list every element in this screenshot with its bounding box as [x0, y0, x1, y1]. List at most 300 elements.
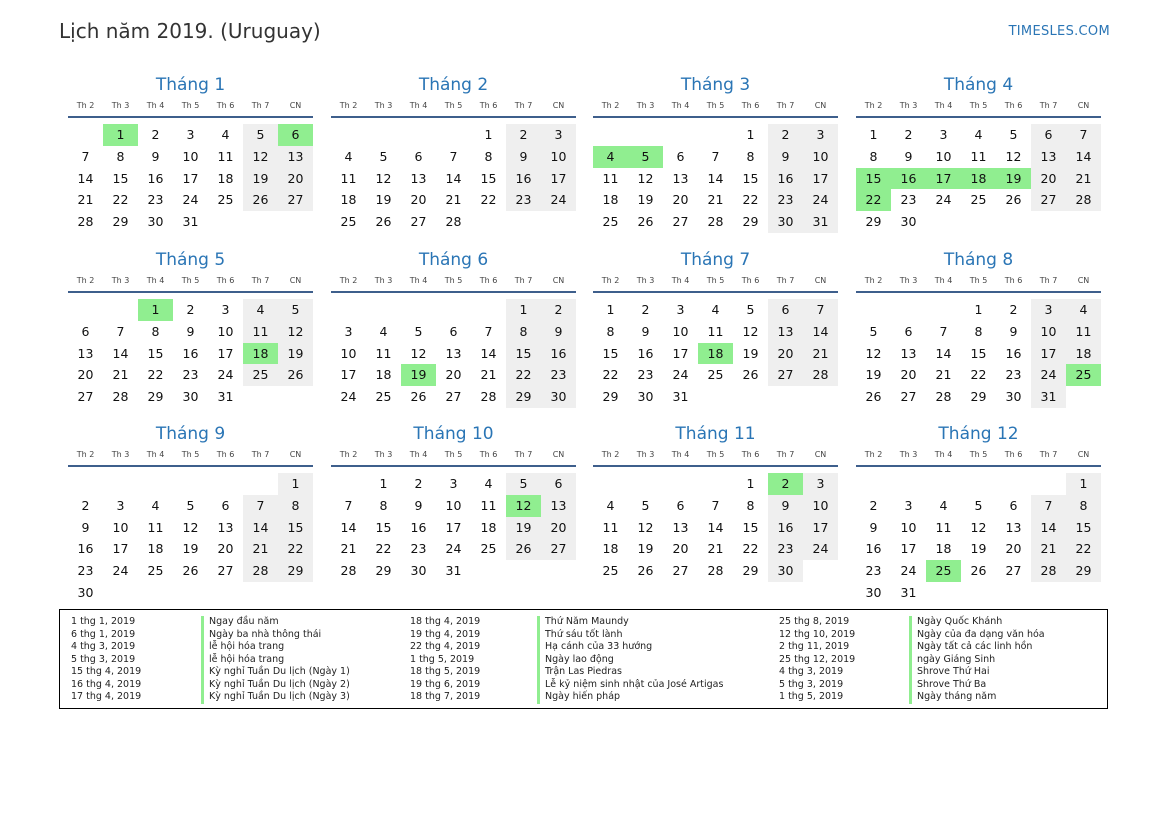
day-grid: [68, 299, 313, 408]
holiday-date: 5 thg 3, 2019: [779, 678, 844, 690]
day-cell: 29: [970, 389, 987, 405]
day-cell: 7: [243, 495, 278, 517]
weekday-label: Th 3: [899, 276, 918, 285]
month-5: [68, 249, 313, 408]
day-cell: 10: [541, 146, 576, 168]
day-cell: 29: [112, 214, 129, 230]
day-cell: 25: [243, 364, 278, 386]
weekday-label: CN: [814, 276, 827, 285]
day-cell: 12: [1005, 148, 1022, 164]
day-blank: [663, 473, 698, 495]
day-cell: 26: [1005, 192, 1022, 208]
day-cell: 3: [904, 497, 913, 513]
day-cell: 12: [865, 345, 882, 361]
day-cell: 3: [676, 302, 685, 317]
day-cell: 22: [742, 541, 759, 557]
day-blank: [366, 299, 401, 321]
weekday-label: Th 7: [251, 101, 270, 110]
day-cell: 23: [900, 192, 917, 208]
holiday-day-cell: 1: [103, 124, 138, 146]
day-blank: [68, 299, 103, 321]
day-cell: 1: [379, 476, 388, 491]
day-cell: 21: [1031, 538, 1066, 560]
day-cell: 11: [243, 321, 278, 343]
day-cell: 22: [375, 541, 392, 557]
holiday-day-cell: 19: [401, 364, 436, 386]
day-cell: 24: [935, 192, 952, 208]
day-cell: 28: [480, 389, 497, 405]
day-cell: 30: [147, 214, 164, 230]
holiday-day-cell: 4: [593, 146, 628, 168]
day-cell: 10: [340, 345, 357, 361]
day-cell: 25: [707, 367, 724, 383]
month-title: Tháng 4: [943, 75, 1014, 95]
month-10: [331, 423, 576, 582]
holiday-day-cell: 5: [628, 146, 663, 168]
holiday-name: Ngay đầu năm: [209, 616, 279, 627]
day-cell: 16: [182, 345, 199, 361]
day-cell: 8: [379, 497, 388, 513]
day-cell: 3: [939, 127, 948, 142]
day-cell: 23: [410, 541, 427, 557]
day-cell: 26: [865, 389, 882, 405]
day-cell: 28: [243, 560, 278, 582]
day-blank: [891, 299, 926, 321]
day-cell: 22: [480, 192, 497, 208]
day-cell: 2: [641, 302, 650, 317]
day-cell: 25: [602, 563, 619, 579]
day-cell: 19: [637, 192, 654, 208]
day-grid: [856, 299, 1101, 408]
day-blank: [208, 473, 243, 495]
weekday-label: CN: [1077, 276, 1090, 285]
day-cell: 2: [904, 127, 913, 142]
day-cell: 19: [865, 367, 882, 383]
day-cell: 15: [602, 345, 619, 361]
day-cell: 11: [147, 519, 164, 535]
day-cell: 31: [900, 584, 917, 600]
day-cell: 6: [221, 497, 230, 513]
day-cell: 10: [1031, 321, 1066, 343]
day-cell: 10: [900, 519, 917, 535]
holiday-date: 19 thg 6, 2019: [410, 678, 481, 690]
weekday-label: Th 6: [479, 276, 498, 285]
holiday-date: 6 thg 1, 2019: [71, 628, 136, 640]
month-title: Tháng 1: [155, 75, 226, 95]
day-cell: 16: [637, 345, 654, 361]
day-blank: [331, 473, 366, 495]
day-cell: 11: [602, 170, 619, 186]
weekday-label: Th 4: [409, 101, 428, 110]
holiday-day-cell: 17: [926, 168, 961, 190]
day-cell: 20: [217, 541, 234, 557]
day-cell: 31: [182, 214, 199, 230]
holiday-name: Kỳ nghỉ Tuần Du lịch (Ngày 3): [209, 691, 350, 702]
month-title: Tháng 9: [155, 424, 226, 444]
weekday-label: Th 3: [111, 101, 130, 110]
holiday-date: 19 thg 4, 2019: [410, 628, 481, 640]
day-cell: 10: [182, 148, 199, 164]
day-cell: 13: [541, 495, 576, 517]
holiday-name-column: [201, 616, 350, 704]
day-cell: 20: [672, 541, 689, 557]
month-title: Tháng 7: [680, 250, 751, 270]
month-3: [593, 74, 838, 233]
weekday-header: [68, 445, 313, 467]
day-cell: 1: [746, 476, 755, 491]
day-cell: 18: [217, 170, 234, 186]
day-grid: [331, 473, 576, 582]
holiday-name: Ngày của đa dạng văn hóa: [917, 628, 1045, 640]
day-cell: 21: [707, 192, 724, 208]
day-cell: 5: [746, 302, 755, 317]
day-cell: 6: [904, 323, 913, 339]
day-cell: 28: [112, 389, 129, 405]
day-cell: 26: [637, 214, 654, 230]
day-blank: [961, 473, 996, 495]
day-cell: 29: [278, 560, 313, 582]
day-cell: 9: [81, 519, 90, 535]
day-cell: 1: [1066, 473, 1101, 495]
day-cell: 2: [151, 127, 160, 142]
day-cell: 28: [803, 364, 838, 386]
weekday-label: Th 3: [111, 276, 130, 285]
day-cell: 7: [344, 497, 353, 513]
day-cell: 10: [803, 495, 838, 517]
day-cell: 9: [506, 146, 541, 168]
weekday-label: CN: [552, 276, 565, 285]
weekday-label: Th 4: [934, 450, 953, 459]
day-cell: 17: [803, 168, 838, 190]
holiday-name: ngày Giáng Sinh: [917, 653, 996, 665]
day-cell: 22: [278, 538, 313, 560]
day-cell: 23: [182, 367, 199, 383]
holiday-name: lễ hội hóa trang: [209, 653, 285, 665]
day-grid: [593, 299, 838, 408]
holiday-name: Thứ sáu tốt lành: [545, 628, 623, 640]
weekday-header: [331, 271, 576, 293]
day-cell: 17: [803, 517, 838, 539]
day-cell: 6: [1009, 497, 1018, 513]
day-cell: 29: [742, 563, 759, 579]
day-cell: 11: [217, 148, 234, 164]
day-cell: 13: [900, 345, 917, 361]
day-blank: [173, 473, 208, 495]
day-cell: 17: [672, 345, 689, 361]
day-blank: [698, 124, 733, 146]
day-cell: 26: [243, 189, 278, 211]
day-cell: 15: [480, 170, 497, 186]
day-cell: 22: [602, 367, 619, 383]
holiday-date: 5 thg 3, 2019: [71, 653, 136, 665]
month-title: Tháng 12: [938, 424, 1019, 444]
day-blank: [856, 473, 891, 495]
day-cell: 1: [506, 299, 541, 321]
day-cell: 20: [410, 192, 427, 208]
month-8: [856, 249, 1101, 408]
day-cell: 15: [375, 519, 392, 535]
weekday-label: CN: [552, 101, 565, 110]
day-cell: 21: [340, 541, 357, 557]
day-cell: 20: [541, 517, 576, 539]
day-cell: 29: [865, 214, 882, 230]
day-cell: 23: [1005, 367, 1022, 383]
weekday-label: CN: [289, 276, 302, 285]
day-cell: 26: [410, 389, 427, 405]
holiday-date: 18 thg 7, 2019: [410, 691, 481, 702]
holiday-day-cell: 12: [506, 495, 541, 517]
holiday-date: 25 thg 12, 2019: [779, 653, 856, 665]
day-cell: 20: [672, 192, 689, 208]
holiday-day-cell: 25: [926, 560, 961, 582]
holiday-date: 15 thg 4, 2019: [71, 666, 142, 677]
day-blank: [103, 299, 138, 321]
day-cell: 6: [541, 473, 576, 495]
weekday-label: Th 3: [899, 101, 918, 110]
weekday-label: Th 3: [374, 276, 393, 285]
day-cell: 25: [340, 214, 357, 230]
day-blank: [996, 473, 1031, 495]
day-cell: 9: [186, 323, 195, 339]
day-cell: 27: [445, 389, 462, 405]
weekday-label: Th 2: [601, 276, 620, 285]
day-cell: 10: [803, 146, 838, 168]
day-cell: 23: [768, 538, 803, 560]
weekday-label: Th 4: [409, 450, 428, 459]
day-cell: 21: [803, 343, 838, 365]
day-cell: 6: [414, 148, 423, 164]
weekday-label: Th 2: [864, 450, 883, 459]
holiday-date: 18 thg 4, 2019: [410, 616, 481, 627]
weekday-label: Th 7: [251, 450, 270, 459]
day-cell: 19: [637, 541, 654, 557]
holiday-date: 4 thg 3, 2019: [71, 641, 136, 652]
holiday-day-cell: 16: [891, 168, 926, 190]
day-blank: [331, 299, 366, 321]
day-cell: 11: [480, 497, 497, 513]
day-blank: [103, 473, 138, 495]
holiday-day-cell: 6: [278, 124, 313, 146]
day-blank: [366, 124, 401, 146]
weekday-label: Th 6: [1004, 450, 1023, 459]
day-cell: 23: [147, 192, 164, 208]
weekday-label: CN: [814, 450, 827, 459]
day-cell: 19: [278, 343, 313, 365]
day-cell: 1: [278, 473, 313, 495]
day-cell: 9: [541, 321, 576, 343]
day-cell: 7: [81, 148, 90, 164]
day-cell: 18: [375, 367, 392, 383]
day-blank: [401, 299, 436, 321]
weekday-label: Th 3: [636, 450, 655, 459]
day-cell: 23: [637, 367, 654, 383]
day-cell: 9: [641, 323, 650, 339]
day-cell: 14: [445, 170, 462, 186]
day-cell: 8: [151, 323, 160, 339]
day-cell: 8: [506, 321, 541, 343]
month-4: [856, 74, 1101, 233]
day-cell: 14: [707, 519, 724, 535]
day-cell: 5: [1009, 127, 1018, 142]
weekday-label: Th 4: [671, 276, 690, 285]
day-cell: 4: [344, 148, 353, 164]
month-title: Tháng 8: [943, 250, 1014, 270]
month-title: Tháng 2: [418, 75, 489, 95]
day-cell: 4: [939, 497, 948, 513]
day-cell: 4: [974, 127, 983, 142]
weekday-label: Th 4: [934, 101, 953, 110]
day-cell: 29: [506, 386, 541, 408]
day-cell: 31: [217, 389, 234, 405]
weekday-label: Th 2: [339, 101, 358, 110]
site-link[interactable]: TIMESLES.COM: [1008, 24, 1110, 39]
day-cell: 30: [900, 214, 917, 230]
day-cell: 3: [803, 124, 838, 146]
weekday-label: Th 5: [706, 101, 725, 110]
day-cell: 12: [637, 170, 654, 186]
holiday-day-cell: 18: [961, 168, 996, 190]
day-cell: 10: [445, 497, 462, 513]
day-cell: 25: [217, 192, 234, 208]
day-cell: 26: [182, 563, 199, 579]
day-cell: 20: [278, 168, 313, 190]
day-cell: 27: [900, 389, 917, 405]
day-cell: 2: [186, 302, 195, 317]
day-cell: 23: [865, 563, 882, 579]
day-cell: 24: [1031, 364, 1066, 386]
day-cell: 27: [217, 563, 234, 579]
day-cell: 28: [1066, 189, 1101, 211]
weekday-header: [68, 271, 313, 293]
day-cell: 16: [1005, 345, 1022, 361]
day-cell: 14: [112, 345, 129, 361]
day-cell: 26: [506, 538, 541, 560]
day-cell: 5: [974, 497, 983, 513]
day-cell: 24: [803, 189, 838, 211]
day-cell: 30: [637, 389, 654, 405]
day-cell: 28: [935, 389, 952, 405]
day-cell: 27: [1031, 189, 1066, 211]
day-cell: 5: [869, 323, 878, 339]
day-cell: 22: [970, 367, 987, 383]
day-blank: [436, 124, 471, 146]
day-cell: 8: [606, 323, 615, 339]
day-grid: [593, 473, 838, 582]
holiday-date: 17 thg 4, 2019: [71, 691, 142, 702]
holiday-date-column: [71, 616, 141, 704]
day-cell: 12: [742, 323, 759, 339]
day-cell: 28: [77, 214, 94, 230]
holiday-name-column: [537, 616, 723, 704]
weekday-label: Th 2: [76, 101, 95, 110]
day-cell: 30: [768, 560, 803, 582]
day-cell: 19: [375, 192, 392, 208]
weekday-label: Th 6: [1004, 101, 1023, 110]
day-cell: 29: [742, 214, 759, 230]
weekday-label: Th 5: [706, 450, 725, 459]
day-cell: 17: [182, 170, 199, 186]
weekday-label: Th 6: [216, 276, 235, 285]
day-cell: 31: [803, 211, 838, 233]
day-cell: 14: [1031, 517, 1066, 539]
day-cell: 16: [865, 541, 882, 557]
day-cell: 9: [768, 146, 803, 168]
day-cell: 9: [151, 148, 160, 164]
weekday-label: Th 6: [216, 450, 235, 459]
day-cell: 29: [375, 563, 392, 579]
weekday-label: Th 5: [444, 101, 463, 110]
day-grid: [856, 473, 1101, 604]
weekday-label: Th 4: [146, 276, 165, 285]
weekday-label: Th 5: [444, 276, 463, 285]
day-cell: 17: [541, 168, 576, 190]
day-cell: 20: [900, 367, 917, 383]
day-cell: 7: [449, 148, 458, 164]
day-cell: 23: [541, 364, 576, 386]
day-blank: [68, 124, 103, 146]
day-cell: 3: [449, 476, 458, 491]
day-cell: 20: [445, 367, 462, 383]
day-cell: 26: [375, 214, 392, 230]
weekday-label: Th 2: [601, 450, 620, 459]
day-cell: 2: [869, 497, 878, 513]
day-blank: [856, 299, 891, 321]
day-cell: 18: [602, 192, 619, 208]
weekday-label: CN: [289, 450, 302, 459]
day-cell: 8: [746, 497, 755, 513]
day-cell: 12: [278, 321, 313, 343]
weekday-label: Th 5: [969, 101, 988, 110]
day-cell: 13: [768, 321, 803, 343]
day-cell: 2: [768, 124, 803, 146]
day-cell: 30: [865, 584, 882, 600]
day-cell: 24: [900, 563, 917, 579]
day-cell: 3: [186, 127, 195, 142]
day-cell: 26: [970, 563, 987, 579]
day-cell: 8: [116, 148, 125, 164]
holiday-name: Kỳ nghỉ Tuần Du lịch (Ngày 2): [209, 678, 350, 690]
day-cell: 10: [672, 323, 689, 339]
holiday-name: Lễ kỷ niệm sinh nhật của José Artigas: [545, 678, 724, 690]
day-cell: 13: [278, 146, 313, 168]
holiday-name: Ngày lao động: [545, 653, 614, 665]
day-cell: 21: [112, 367, 129, 383]
day-cell: 7: [116, 323, 125, 339]
day-cell: 22: [147, 367, 164, 383]
day-cell: 30: [1005, 389, 1022, 405]
day-cell: 5: [641, 497, 650, 513]
day-blank: [628, 473, 663, 495]
weekday-label: Th 3: [374, 450, 393, 459]
day-cell: 29: [602, 389, 619, 405]
day-cell: 15: [970, 345, 987, 361]
day-cell: 14: [77, 170, 94, 186]
day-cell: 16: [768, 517, 803, 539]
day-cell: 7: [939, 323, 948, 339]
weekday-label: Th 6: [741, 450, 760, 459]
holiday-date: 16 thg 4, 2019: [71, 678, 142, 690]
day-cell: 5: [243, 124, 278, 146]
month-title: Tháng 5: [155, 250, 226, 270]
day-cell: 16: [77, 541, 94, 557]
holiday-name: lễ hội hóa trang: [209, 641, 285, 652]
day-cell: 16: [410, 519, 427, 535]
day-cell: 12: [410, 345, 427, 361]
day-cell: 27: [672, 214, 689, 230]
day-cell: 19: [182, 541, 199, 557]
day-cell: 14: [707, 170, 724, 186]
day-cell: 12: [970, 519, 987, 535]
